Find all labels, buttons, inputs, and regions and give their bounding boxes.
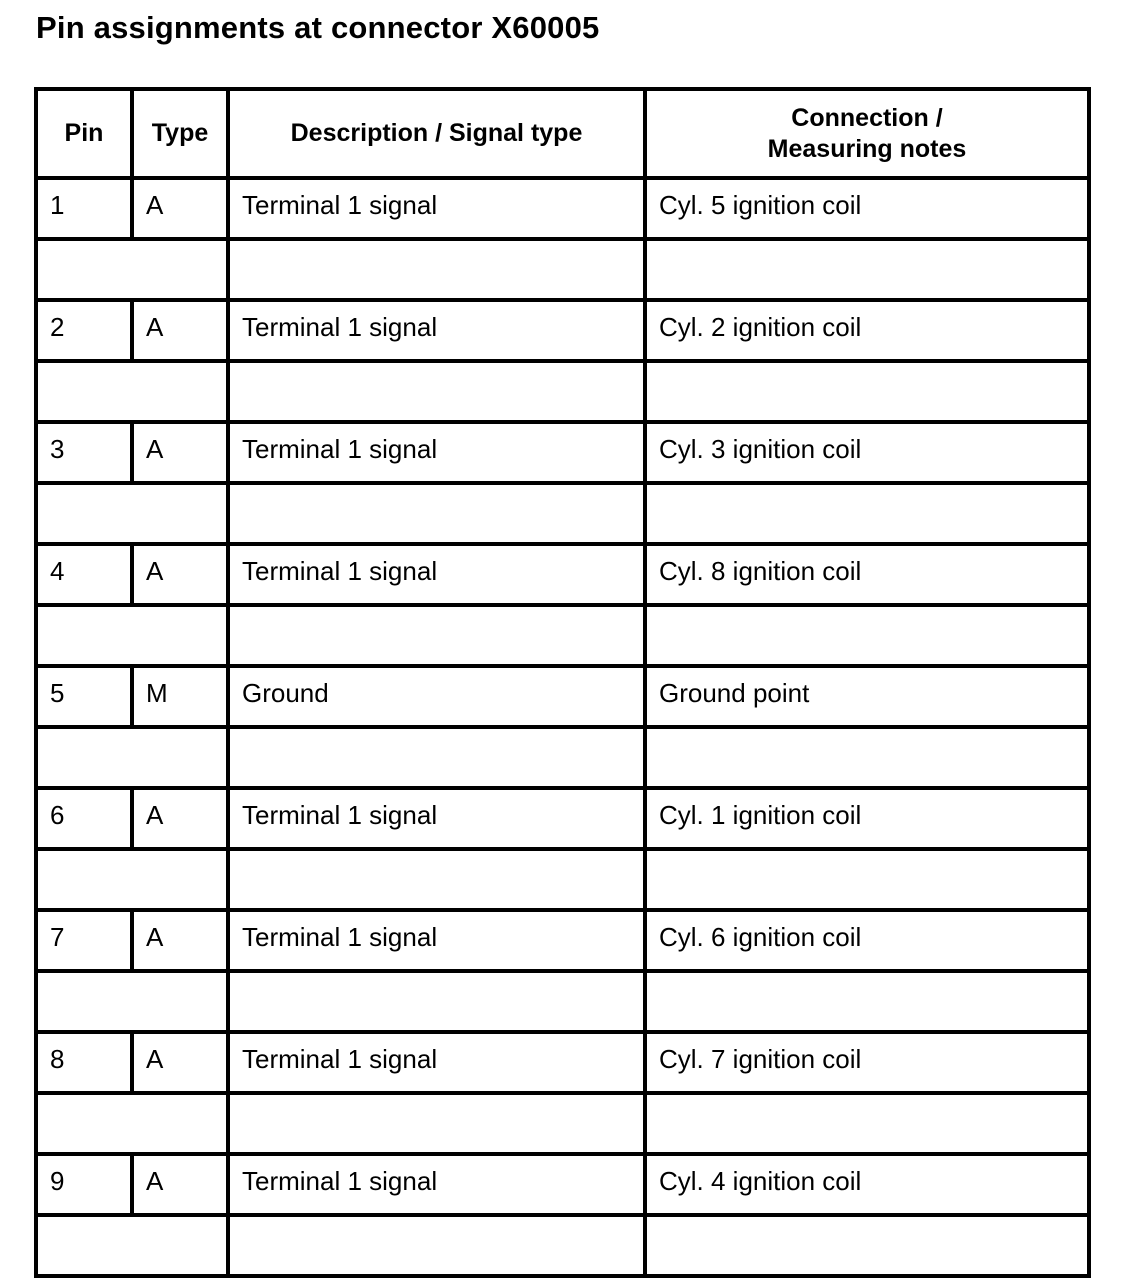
header-connection — [645, 89, 1089, 178]
table-spacer-row — [36, 361, 1089, 422]
pin-cell: 5 — [36, 666, 132, 727]
pin-cell: 9 — [36, 1154, 132, 1215]
description-cell: Ground — [228, 666, 645, 727]
type-cell: A — [132, 1154, 228, 1215]
table-row — [36, 422, 1089, 483]
type-cell: A — [132, 1032, 228, 1093]
table-row — [36, 178, 1089, 239]
description-cell: Terminal 1 signal — [228, 1032, 645, 1093]
spacer-cell — [228, 849, 645, 910]
connection-cell: Cyl. 7 ignition coil — [645, 1032, 1089, 1093]
spacer-cell — [228, 483, 645, 544]
spacer-cell — [645, 361, 1089, 422]
description-cell: Terminal 1 signal — [228, 1154, 645, 1215]
spacer-cell — [36, 483, 228, 544]
connection-cell: Cyl. 2 ignition coil — [645, 300, 1089, 361]
table-row — [36, 666, 1089, 727]
pin-cell: 7 — [36, 910, 132, 971]
pin-cell: 4 — [36, 544, 132, 605]
spacer-cell — [645, 727, 1089, 788]
spacer-cell — [645, 605, 1089, 666]
spacer-cell — [36, 849, 228, 910]
spacer-cell — [228, 727, 645, 788]
description-cell: Terminal 1 signal — [228, 910, 645, 971]
pin-cell: 1 — [36, 178, 132, 239]
type-cell: A — [132, 910, 228, 971]
table-header-row — [36, 89, 1089, 178]
connection-cell: Ground point — [645, 666, 1089, 727]
type-cell: A — [132, 422, 228, 483]
spacer-cell — [228, 971, 645, 1032]
header-description: Description / Signal type — [228, 89, 645, 178]
table-row — [36, 1154, 1089, 1215]
table-row — [36, 544, 1089, 605]
table-row — [36, 300, 1089, 361]
pin-cell: 2 — [36, 300, 132, 361]
header-connection-line1: Connection / — [791, 103, 943, 132]
spacer-cell — [228, 1215, 645, 1276]
pin-cell: 6 — [36, 788, 132, 849]
spacer-cell — [645, 971, 1089, 1032]
table-spacer-row — [36, 1093, 1089, 1154]
table-spacer-row — [36, 1215, 1089, 1276]
table-spacer-row — [36, 483, 1089, 544]
description-cell: Terminal 1 signal — [228, 788, 645, 849]
spacer-cell — [36, 727, 228, 788]
connection-cell: Cyl. 8 ignition coil — [645, 544, 1089, 605]
spacer-cell — [645, 1215, 1089, 1276]
spacer-cell — [228, 1093, 645, 1154]
header-connection-line2: Measuring notes — [767, 134, 967, 163]
description-cell: Terminal 1 signal — [228, 422, 645, 483]
spacer-cell — [645, 1093, 1089, 1154]
spacer-cell — [645, 483, 1089, 544]
connection-cell: Cyl. 1 ignition coil — [645, 788, 1089, 849]
table-row — [36, 788, 1089, 849]
page-title: Pin assignments at connector X60005 — [36, 10, 600, 45]
header-type: Type — [132, 89, 228, 178]
pin-assignment-table — [34, 87, 1091, 1278]
spacer-cell — [228, 361, 645, 422]
type-cell: M — [132, 666, 228, 727]
spacer-cell — [36, 971, 228, 1032]
description-cell: Terminal 1 signal — [228, 544, 645, 605]
spacer-cell — [36, 605, 228, 666]
table-row — [36, 910, 1089, 971]
spacer-cell — [36, 1093, 228, 1154]
type-cell: A — [132, 300, 228, 361]
spacer-cell — [228, 605, 645, 666]
table-spacer-row — [36, 605, 1089, 666]
table-row — [36, 1032, 1089, 1093]
table-spacer-row — [36, 239, 1089, 300]
spacer-cell — [36, 1215, 228, 1276]
connection-cell: Cyl. 4 ignition coil — [645, 1154, 1089, 1215]
table-spacer-row — [36, 971, 1089, 1032]
spacer-cell — [36, 361, 228, 422]
header-pin: Pin — [36, 89, 132, 178]
spacer-cell — [645, 239, 1089, 300]
type-cell: A — [132, 788, 228, 849]
type-cell: A — [132, 178, 228, 239]
spacer-cell — [228, 239, 645, 300]
spacer-cell — [36, 239, 228, 300]
pin-cell: 8 — [36, 1032, 132, 1093]
connection-cell: Cyl. 5 ignition coil — [645, 178, 1089, 239]
connection-cell: Cyl. 6 ignition coil — [645, 910, 1089, 971]
table-spacer-row — [36, 849, 1089, 910]
connection-cell: Cyl. 3 ignition coil — [645, 422, 1089, 483]
type-cell: A — [132, 544, 228, 605]
description-cell: Terminal 1 signal — [228, 300, 645, 361]
spacer-cell — [645, 849, 1089, 910]
description-cell: Terminal 1 signal — [228, 178, 645, 239]
pin-cell: 3 — [36, 422, 132, 483]
table-spacer-row — [36, 727, 1089, 788]
